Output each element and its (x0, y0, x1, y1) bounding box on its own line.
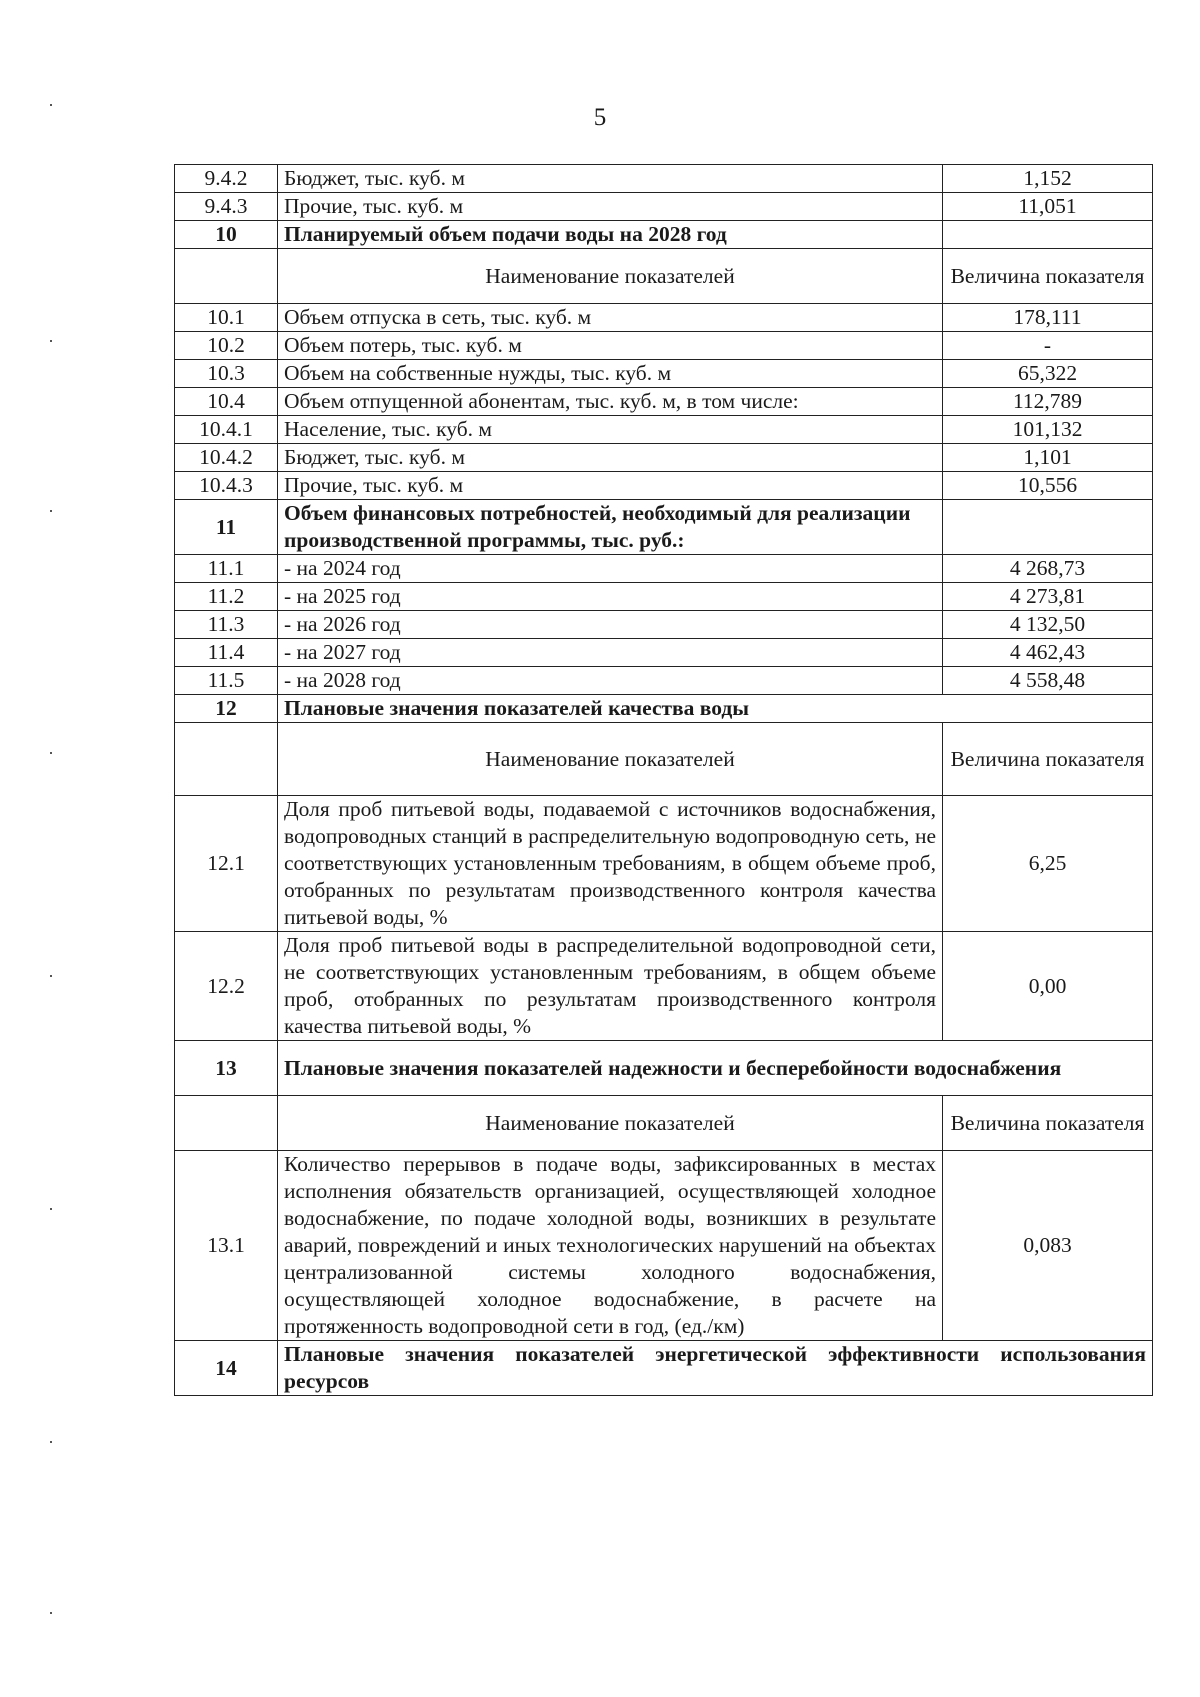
table-row (175, 304, 1153, 332)
page-number: 5 (593, 104, 607, 131)
section-number: 11 (175, 500, 278, 555)
indicators-table (174, 164, 1153, 1396)
row-number: 10.4 (175, 388, 278, 416)
row-number: 12.1 (175, 796, 278, 932)
row-value: 6,25 (943, 796, 1153, 932)
section-number: 10 (175, 221, 278, 249)
row-name: - на 2027 год (278, 639, 943, 667)
row-name: Бюджет, тыс. куб. м (278, 165, 943, 193)
row-name: - на 2026 год (278, 611, 943, 639)
row-name: Население, тыс. куб. м (278, 416, 943, 444)
row-number: 10.4.2 (175, 444, 278, 472)
margin-mark (50, 975, 52, 977)
column-header-name: Наименование показателей (278, 249, 943, 304)
row-number: 11.3 (175, 611, 278, 639)
margin-mark (50, 104, 52, 106)
section-row (175, 695, 1153, 723)
margin-mark (50, 752, 52, 754)
table-row (175, 932, 1153, 1041)
row-number: 11.2 (175, 583, 278, 611)
row-name: Количество перерывов в подаче воды, зафиксированных в местах исполнения обязательств организацией, осуществляющей холодное водоснабжение, по подаче холодной воды, возникших в результате аварий, повреждений и иных технологических нарушений на объектах централизованной системы холодного водоснабжения, осуществляющей холодное водоснабжение, в расчете на протяженность водопроводной сети в год, (ед./км) (278, 1151, 943, 1341)
row-number: 12.2 (175, 932, 278, 1041)
row-number: 9.4.2 (175, 165, 278, 193)
empty-cell (943, 221, 1153, 249)
row-value: 4 132,50 (943, 611, 1153, 639)
row-value: 1,152 (943, 165, 1153, 193)
table-row (175, 555, 1153, 583)
margin-mark (50, 1612, 52, 1614)
table-row (175, 796, 1153, 932)
margin-mark (50, 1208, 52, 1210)
row-value: 0,083 (943, 1151, 1153, 1341)
table-row (175, 1151, 1153, 1341)
row-value: 101,132 (943, 416, 1153, 444)
section-row (175, 1341, 1153, 1396)
row-number: 10.2 (175, 332, 278, 360)
row-name: Объем отпуска в сеть, тыс. куб. м (278, 304, 943, 332)
section-number: 12 (175, 695, 278, 723)
table-row (175, 332, 1153, 360)
table-row (175, 360, 1153, 388)
empty-cell (175, 249, 278, 304)
header-row (175, 249, 1153, 304)
row-number: 10.1 (175, 304, 278, 332)
row-name: Прочие, тыс. куб. м (278, 472, 943, 500)
row-value: 4 268,73 (943, 555, 1153, 583)
row-name: Прочие, тыс. куб. м (278, 193, 943, 221)
row-value: - (943, 332, 1153, 360)
row-value: 4 462,43 (943, 639, 1153, 667)
column-header-name: Наименование показателей (278, 1096, 943, 1151)
table-row (175, 388, 1153, 416)
row-value: 1,101 (943, 444, 1153, 472)
section-title: Объем финансовых потребностей, необходимый для реализации производственной программы, тыс. руб.: (278, 500, 943, 555)
column-header-value: Величина показателя (943, 1096, 1153, 1151)
column-header-name: Наименование показателей (278, 723, 943, 796)
table-row (175, 583, 1153, 611)
section-row (175, 1041, 1153, 1096)
header-row (175, 723, 1153, 796)
margin-mark (50, 340, 52, 342)
section-title: Плановые значения показателей энергетической эффективности использования ресурсов (278, 1341, 1153, 1396)
section-title: Планируемый объем подачи воды на 2028 год (278, 221, 943, 249)
column-header-value: Величина показателя (943, 723, 1153, 796)
row-value: 65,322 (943, 360, 1153, 388)
table-row (175, 611, 1153, 639)
row-value: 178,111 (943, 304, 1153, 332)
empty-cell (175, 723, 278, 796)
row-number: 9.4.3 (175, 193, 278, 221)
row-number: 11.4 (175, 639, 278, 667)
row-name: Объем потерь, тыс. куб. м (278, 332, 943, 360)
row-value: 0,00 (943, 932, 1153, 1041)
column-header-value: Величина показателя (943, 249, 1153, 304)
row-number: 10.4.1 (175, 416, 278, 444)
row-name: Объем отпущенной абонентам, тыс. куб. м, в том числе: (278, 388, 943, 416)
table-row (175, 444, 1153, 472)
table-row (175, 667, 1153, 695)
row-value: 4 273,81 (943, 583, 1153, 611)
section-row (175, 221, 1153, 249)
row-number: 10.4.3 (175, 472, 278, 500)
row-number: 11.5 (175, 667, 278, 695)
section-number: 14 (175, 1341, 278, 1396)
row-number: 11.1 (175, 555, 278, 583)
row-name: - на 2028 год (278, 667, 943, 695)
table-row (175, 472, 1153, 500)
row-name: Доля проб питьевой воды, подаваемой с источников водоснабжения, водопроводных станций в распределительную водопроводную сеть, не соответствующих установленным требованиям, в общем объеме проб, отобранных по результатам производственного контроля качества питьевой воды, % (278, 796, 943, 932)
row-value: 11,051 (943, 193, 1153, 221)
row-number: 13.1 (175, 1151, 278, 1341)
table-row (175, 416, 1153, 444)
margin-mark (50, 510, 52, 512)
section-number: 13 (175, 1041, 278, 1096)
row-name: - на 2024 год (278, 555, 943, 583)
row-name: - на 2025 год (278, 583, 943, 611)
row-value: 4 558,48 (943, 667, 1153, 695)
row-value: 10,556 (943, 472, 1153, 500)
empty-cell (943, 500, 1153, 555)
table-row (175, 193, 1153, 221)
header-row (175, 1096, 1153, 1151)
empty-cell (175, 1096, 278, 1151)
row-name: Объем на собственные нужды, тыс. куб. м (278, 360, 943, 388)
table-row (175, 165, 1153, 193)
section-row (175, 500, 1153, 555)
row-number: 10.3 (175, 360, 278, 388)
margin-mark (50, 1441, 52, 1443)
row-name: Доля проб питьевой воды в распределительной водопроводной сети, не соответствующих установленным требованиям, в общем объеме проб, отобранных по результатам производственного контроля качества питьевой воды, % (278, 932, 943, 1041)
section-title: Плановые значения показателей надежности и бесперебойности водоснабжения (278, 1041, 1153, 1096)
section-title: Плановые значения показателей качества воды (278, 695, 1153, 723)
row-name: Бюджет, тыс. куб. м (278, 444, 943, 472)
row-value: 112,789 (943, 388, 1153, 416)
table-row (175, 639, 1153, 667)
